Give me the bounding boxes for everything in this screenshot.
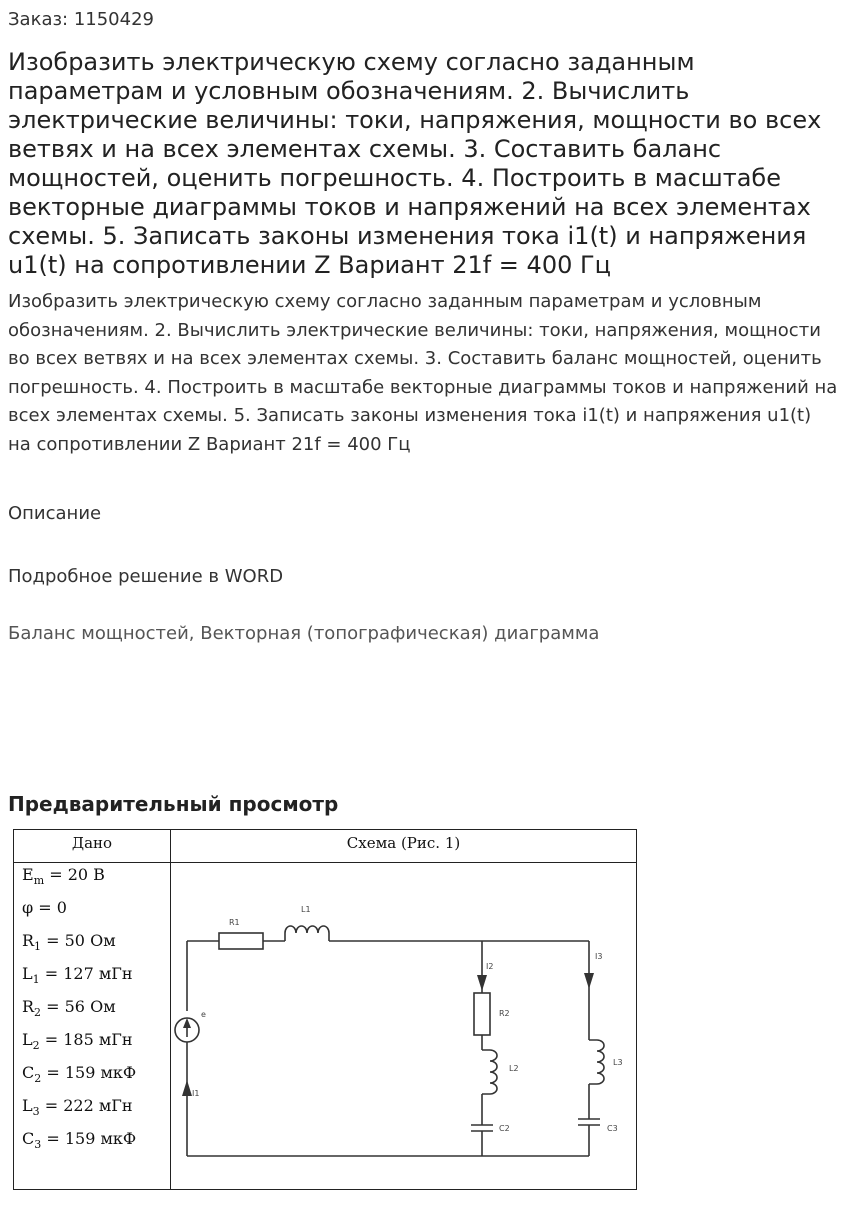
resistor-r1	[219, 933, 263, 949]
inductor-l1	[285, 926, 329, 941]
given-item: $L_3 = 222$ мГн	[22, 1096, 133, 1119]
current-arrow-i2	[477, 975, 487, 991]
given-item: $R_1 = 50$ Ом	[22, 931, 116, 954]
given-item: $R_2 = 56$ Ом	[22, 997, 116, 1020]
label-c2: C2	[499, 1124, 510, 1133]
page-title: Изобразить электрическую схему согласно заданным параметрам и условным обозначениям. 2. Вычислить электрические величины: токи, напряжения, мощности во всех ветвях и на всех элементах схемы. 3. Составить баланс мощностей, оценить погрешность. 4. Построить в масштабе векторные диаграммы токов и напряжений на всех элементах схемы. 5. Записать законы изменения тока i1(t) и напряжения u1(t) на сопротивлении Z Вариант 21f = 400 Гц	[8, 48, 822, 279]
label-e: e	[201, 1010, 206, 1019]
given-item: $E_m = 20$ В	[22, 865, 105, 888]
preview-title: Предварительный просмотр	[8, 792, 339, 816]
label-l3: L3	[613, 1058, 623, 1067]
label-l2: L2	[509, 1064, 519, 1073]
task-description: Изобразить электрическую схему согласно заданным параметрам и условным обозначениям. 2. Вычислить электрические величины: токи, напряжения, мощности во всех ветвях и на всех элементах схемы. 3. Составить баланс мощностей, оценить погрешность. 4. Построить в масштабе векторные диаграммы токов и напряжений на всех элементах схемы. 5. Записать законы изменения тока i1(t) и напряжения u1(t) на сопротивлении Z Вариант 21f = 400 Гц	[8, 291, 838, 455]
solution-note: Подробное решение в WORD	[8, 566, 284, 587]
label-c3: C3	[607, 1124, 618, 1133]
given-header: Дано	[71, 834, 113, 852]
label-i2: I2	[486, 962, 494, 971]
inductor-l3	[589, 1040, 604, 1084]
label-r1: R1	[229, 918, 240, 927]
description-label: Описание	[8, 503, 102, 524]
given-item: φ = 0	[22, 898, 67, 917]
given-item: $L_2 = 185$ мГн	[22, 1030, 133, 1053]
given-list	[22, 866, 136, 1163]
inductor-l2	[482, 1050, 497, 1094]
circuit-diagram	[171, 863, 637, 1190]
current-arrow-i3	[584, 973, 594, 989]
given-item: $C_2 = 159$ мкФ	[22, 1063, 137, 1086]
label-l1: L1	[301, 905, 311, 914]
tags: Баланс мощностей, Векторная (топографическая) диаграмма	[8, 623, 600, 644]
scheme-header: Схема (Рис. 1)	[346, 834, 461, 852]
label-r2: R2	[499, 1009, 510, 1018]
current-arrow-i1	[182, 1080, 192, 1096]
order-number: Заказ: 1150429	[8, 9, 154, 30]
given-item: $C_3 = 159$ мкФ	[22, 1129, 137, 1152]
given-item: $L_1 = 127$ мГн	[22, 964, 133, 987]
preview-document	[13, 829, 637, 1190]
label-i3: I3	[595, 952, 603, 961]
label-i1: I1	[192, 1089, 200, 1098]
resistor-r2	[474, 993, 490, 1035]
